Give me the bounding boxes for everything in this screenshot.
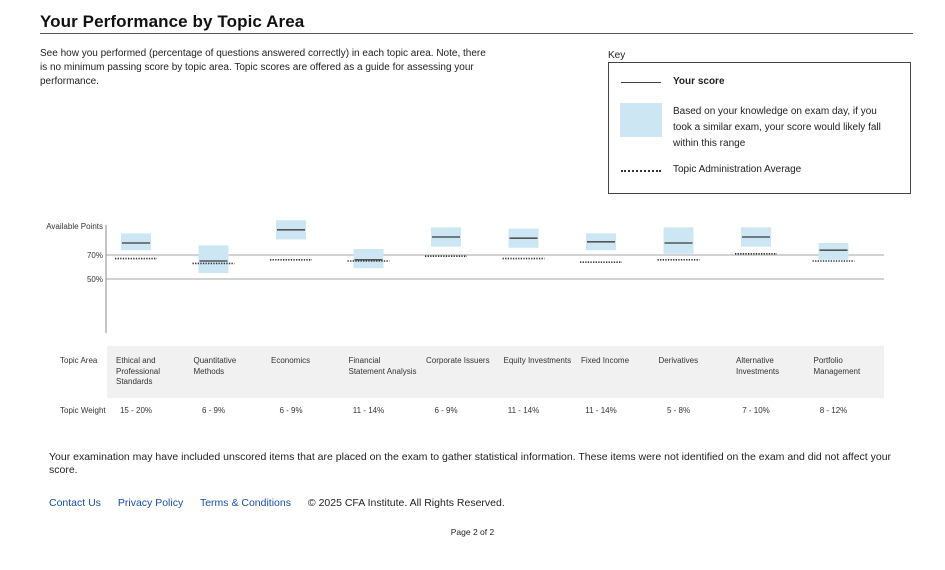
- page-number: Page 2 of 2: [450, 527, 495, 537]
- topic-weight-value: 6 - 9%: [201, 406, 226, 415]
- topic-category-label: Equity Investments: [503, 356, 572, 365]
- key-your-score: Your score: [673, 76, 725, 87]
- title-divider: [40, 33, 913, 34]
- topic-weight-label: Topic Weight: [60, 406, 106, 415]
- topic-weight-value: 11 - 14%: [585, 406, 617, 415]
- topic-weight-value: 5 - 8%: [666, 406, 691, 415]
- topic-category-label: Corporate Issuers: [426, 356, 490, 365]
- topic-weight-value: 15 - 20%: [119, 406, 153, 415]
- privacy-policy-link[interactable]: Privacy Policy: [117, 497, 184, 509]
- score-range-band: [199, 245, 229, 273]
- page-title: Your Performance by Topic Area: [40, 12, 305, 31]
- topic-category-label: Fixed Income: [581, 356, 630, 365]
- topic-category-label: Portfolio Management: [813, 356, 861, 376]
- topic-weight-value: 11 - 14%: [507, 406, 540, 415]
- topic-category-label: Derivatives: [658, 356, 699, 365]
- topic-category-label: Quantitative Methods: [193, 356, 237, 376]
- score-range-band: [819, 243, 849, 260]
- topic-weight-value: 11 - 14%: [352, 406, 385, 415]
- range-swatch: [620, 103, 662, 137]
- score-line-swatch: [621, 82, 661, 83]
- key-average-text: Topic Administration Average: [673, 164, 802, 175]
- y-tick-label: 50%: [86, 275, 103, 284]
- performance-chart: [0, 205, 945, 340]
- score-range-band: [664, 227, 694, 253]
- y-tick-label: Available Points: [46, 222, 103, 231]
- intro-text: See how you performed (percentage of questions answered correctly) in each topic area. Note, there is no minimum passing score by topic area. Topic scores are offered as a guide for assessing your performance.: [40, 48, 486, 87]
- y-tick-label: 70%: [86, 251, 103, 260]
- average-dots-swatch: [621, 170, 661, 172]
- key-heading: Key: [608, 50, 626, 61]
- footnote: Your examination may have included unscored items that are placed on the exam to gather statistical information. These items were not identified on the exam and did not affect your score.: [49, 451, 892, 476]
- topic-weight-value: 6 - 9%: [279, 406, 303, 415]
- key-range-text: Based on your knowledge on exam day, if you took a similar exam, your score would likely fall within this range: [673, 106, 881, 149]
- topic-weight-value: 6 - 9%: [434, 406, 458, 415]
- copyright-text: © 2025 CFA Institute. All Rights Reserved.: [307, 497, 505, 509]
- topic-weight-value: 8 - 12%: [819, 406, 848, 415]
- topic-weight-value: 7 - 10%: [742, 406, 770, 415]
- score-range-band: [121, 233, 151, 250]
- terms-link[interactable]: Terms & Conditions: [199, 497, 291, 509]
- topic-category-label: Financial Statement Analysis: [348, 356, 417, 376]
- topic-area-label: Topic Area: [60, 356, 98, 365]
- score-range-band: [354, 249, 384, 268]
- footer-links: [49, 497, 505, 509]
- key-legend: [608, 62, 911, 194]
- topic-category-label: Alternative Investments: [736, 356, 780, 376]
- topic-category-label: Ethical and Professional Standards: [116, 356, 161, 386]
- contact-us-link[interactable]: Contact Us: [49, 497, 101, 509]
- topic-category-label: Economics: [271, 356, 311, 365]
